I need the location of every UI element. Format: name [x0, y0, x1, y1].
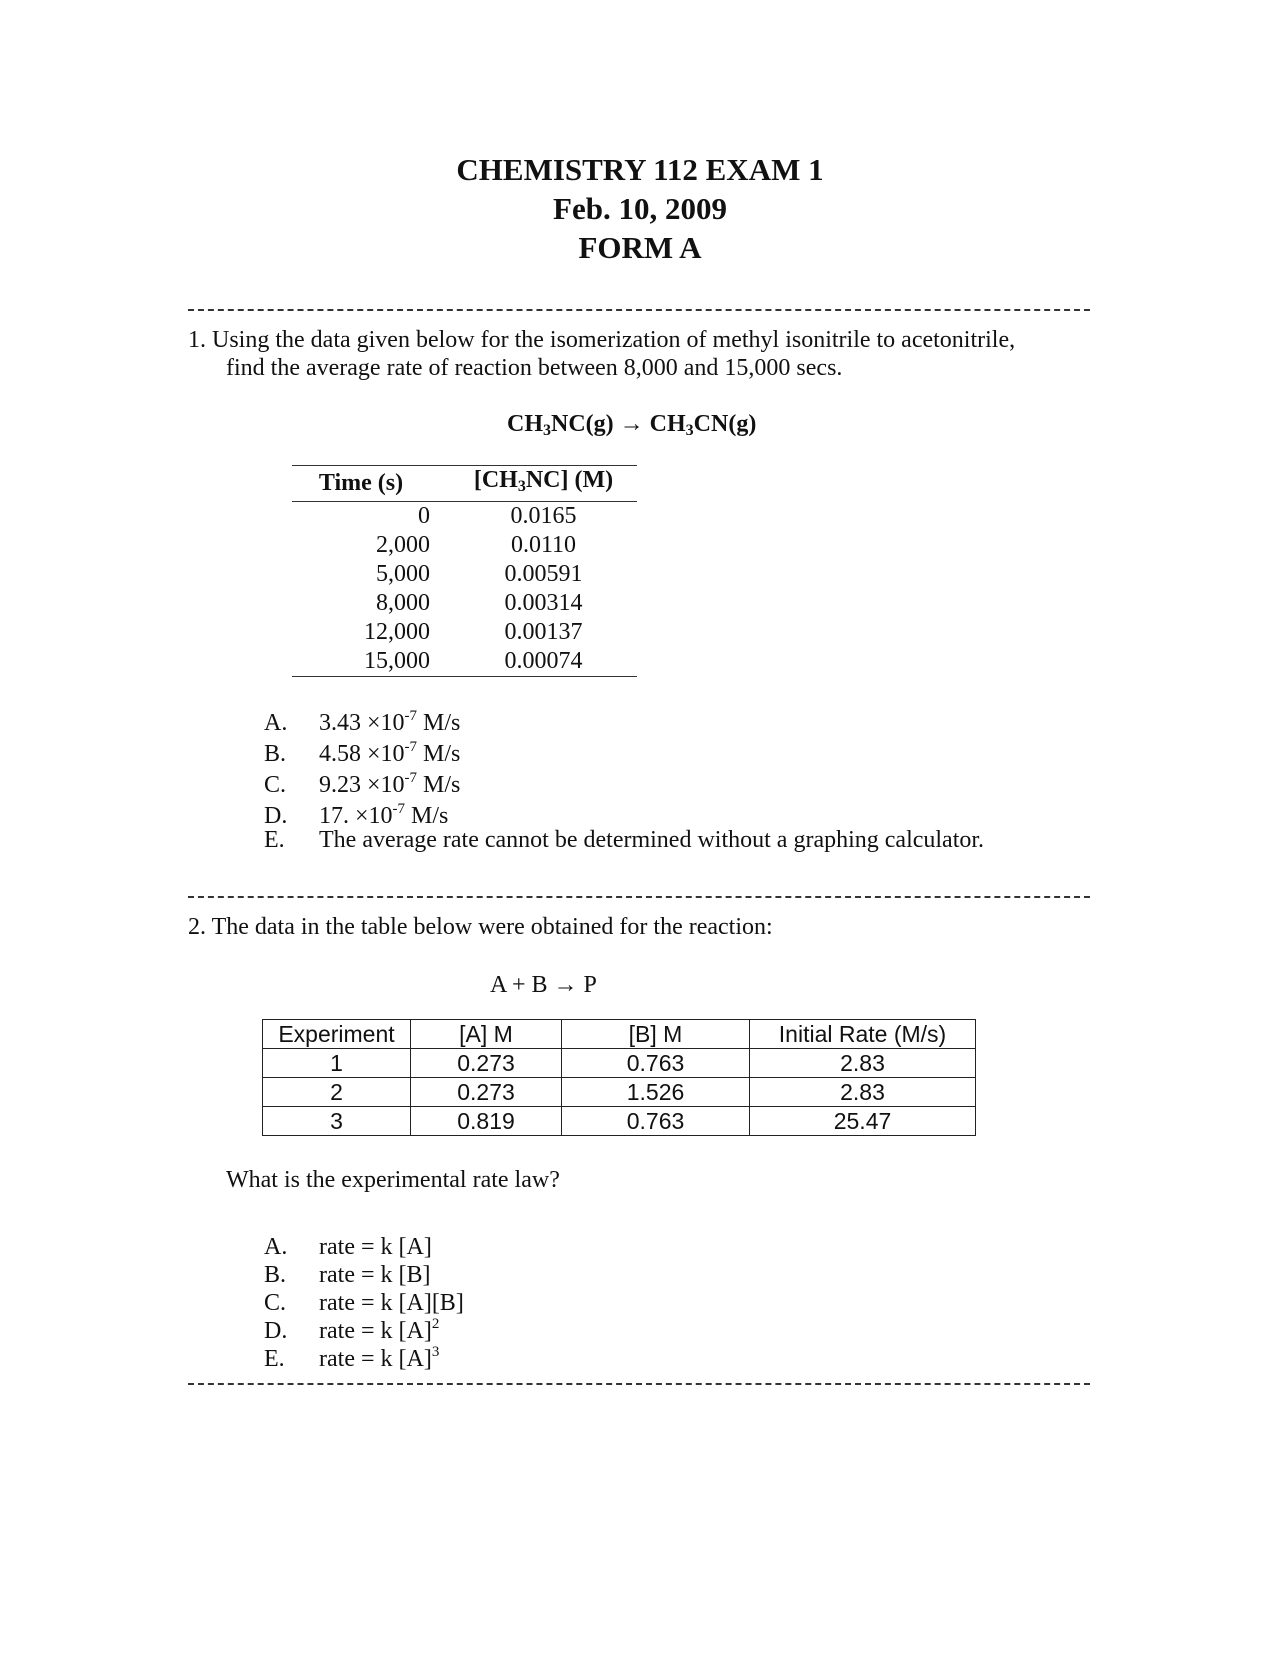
q2-option-e: E. rate = k $[A]^3$ — [264, 1344, 440, 1372]
table-row: 0 0.0165 — [418, 503, 577, 529]
q2-question: What is the experimental rate law? — [226, 1167, 560, 1193]
table-row: 3 0.819 0.763 25.47 — [263, 1107, 976, 1136]
q1-data-table — [292, 465, 637, 677]
q2-option-c: C. rate = k [A][B] — [264, 1290, 464, 1316]
table-header-row: Experiment [A] M [B] M Initial Rate (M/s) — [263, 1020, 976, 1049]
exam-form: FORM A — [578, 230, 702, 265]
q2-option-d: D. rate = k $[A]^2$ — [264, 1316, 440, 1344]
q1-option-b: B. $4.58 \times 10^{-7}$ M/s — [264, 739, 461, 767]
table-row: 2 0.273 1.526 2.83 — [263, 1078, 976, 1107]
q2-option-a: A. rate = k [A] — [264, 1234, 432, 1260]
q2-data-table — [262, 1019, 976, 1136]
q1-option-d: D. 17. $\times 10^{-7}$ M/s — [264, 801, 449, 829]
divider — [188, 896, 1090, 898]
q1-option-a: A. $3.43 \times 10^{-7}$ M/s — [264, 708, 461, 736]
q2-reaction-equation: A + B → P — [490, 972, 597, 998]
divider — [188, 1383, 1090, 1385]
q2-option-b: B. rate = k [B] — [264, 1262, 431, 1288]
divider — [188, 309, 1090, 311]
q1-option-c: C. $9.23 \times 10^{-7}$ M/s — [264, 770, 461, 798]
exam-title: CHEMISTRY 112 EXAM 1 — [456, 152, 824, 187]
q2-line1 — [188, 913, 773, 941]
table-header-row — [292, 466, 637, 502]
table-row: 8,000 0.00314 — [376, 590, 583, 616]
q2-text-line1: The data in the table below were obtained for the reaction: — [211, 914, 773, 940]
q1-text-line2: find the average rate of reaction between 8,000 and 15,000 secs. — [226, 355, 843, 381]
col-header-conc: $[CH_3NC]$ (M) — [450, 466, 637, 502]
q2-number: 2. — [188, 914, 206, 940]
q1-option-e: E. The average rate cannot be determined without a graphing calculator. — [264, 827, 985, 853]
reaction-arrow-icon: → — [619, 411, 644, 437]
table-row: 5,000 0.00591 — [376, 561, 583, 587]
q1-line1 — [188, 326, 1015, 354]
table-row: 2,000 0.0110 — [376, 532, 577, 558]
table-row: 12,000 0.00137 — [364, 619, 583, 645]
q1-reaction-equation: $CH_3NC(g) \to CH_3CN(g)$ — [507, 411, 757, 439]
q1-text-line1: Using the data given below for the isomerization of methyl isonitrile to acetonitrile, — [212, 327, 1016, 353]
exam-date: Feb. 10, 2009 — [553, 191, 727, 226]
table-row: 1 0.273 0.763 2.83 — [263, 1049, 976, 1078]
col-header-time: Time (s) — [292, 466, 450, 502]
q1-number: 1. — [188, 327, 206, 353]
table-row: 15,000 0.00074 — [292, 647, 637, 677]
